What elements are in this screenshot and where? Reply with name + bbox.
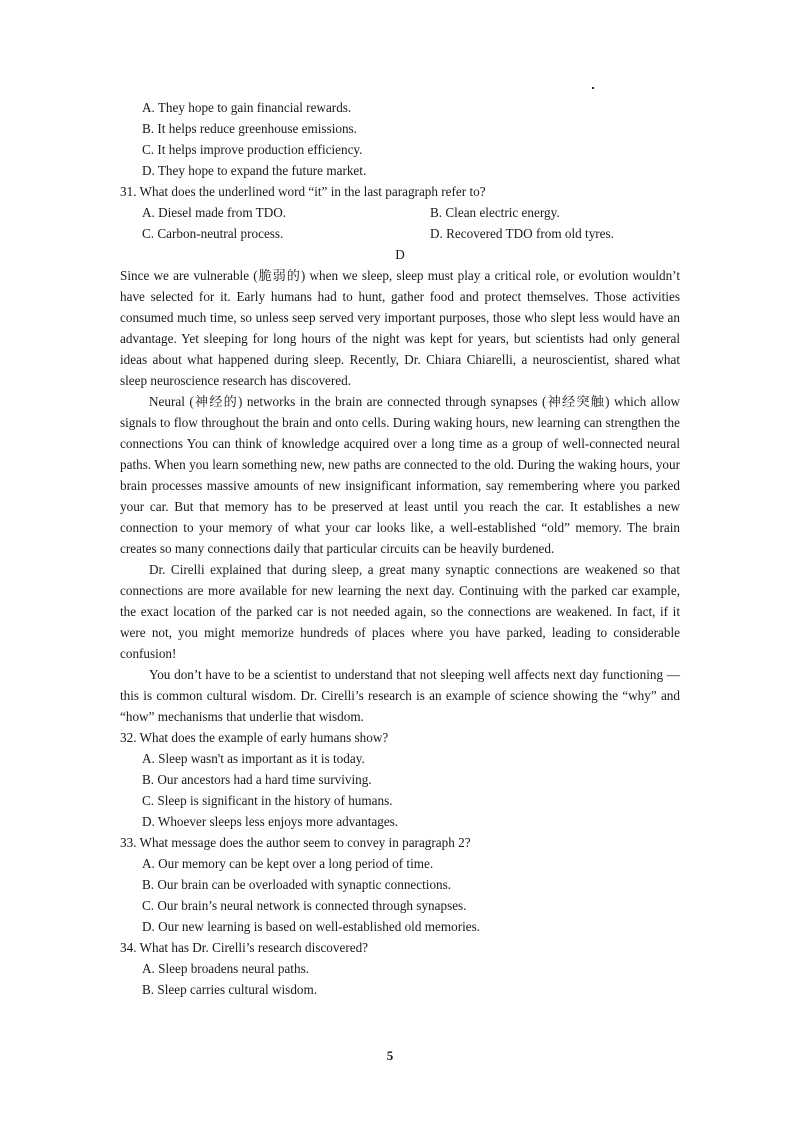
q31-options-row-1: [120, 202, 680, 223]
q32-option-b: B. Our ancestors had a hard time surviving.: [142, 772, 372, 787]
q32-option-a: A. Sleep wasn't as important as it is today.: [142, 751, 365, 766]
q31-option-a: A. Diesel made from TDO.: [142, 205, 287, 220]
q30-option-c: C. It helps improve production efficiency.: [142, 142, 363, 157]
page-number: 5: [386, 1048, 394, 1063]
exam-page: [120, 97, 680, 1000]
q30-option-b: B. It helps reduce greenhouse emissions.: [142, 121, 357, 136]
q31-stem: 31. What does the underlined word “it” in the last paragraph refer to?: [120, 184, 486, 199]
passage-paragraph-2: Neural (神经的) networks in the brain are connected through synapses (神经突触) which allow signals to flow throughout the brain and onto cells. During waking hours, new learning can strengthen the connections You can think of knowledge acquired over a long time as a group of well-connected neural paths. When you learn something new, new paths are connected to the old. During the waking hours, your brain processes massive amounts of new insignificant information, say remembering where you parked your car. But that memory has to be preserved at least until you reach the car. It establishes a new connection to your memory of what your car looks like, a well-established “old” memory. The brain creates so many connections daily that particular circuits can be heavily burdened.: [120, 394, 680, 556]
q31-option-b: B. Clean electric energy.: [430, 205, 560, 220]
q32-option-c: C. Sleep is significant in the history of humans.: [142, 793, 393, 808]
q32-stem: 32. What does the example of early humans show?: [120, 730, 389, 745]
q33-option-d: D. Our new learning is based on well-established old memories.: [142, 919, 481, 934]
q34-option-a: A. Sleep broadens neural paths.: [142, 961, 309, 976]
q31-option-c: C. Carbon-neutral process.: [142, 226, 284, 241]
q32-option-d: D. Whoever sleeps less enjoys more advantages.: [142, 814, 399, 829]
q31-options-row-2: [120, 223, 680, 244]
q33-option-c: C. Our brain’s neural network is connected through synapses.: [142, 898, 467, 913]
q33-stem: 33. What message does the author seem to convey in paragraph 2?: [120, 835, 471, 850]
section-label: D: [395, 247, 405, 262]
q30-option-d: D. They hope to expand the future market.: [142, 163, 367, 178]
q34-option-b: B. Sleep carries cultural wisdom.: [142, 982, 318, 997]
q34-stem: 34. What has Dr. Cirelli’s research discovered?: [120, 940, 369, 955]
q33-option-a: A. Our memory can be kept over a long period of time.: [142, 856, 434, 871]
q31-option-d: D. Recovered TDO from old tyres.: [430, 226, 614, 241]
passage-paragraph-4: You don’t have to be a scientist to understand that not sleeping well affects next day functioning —this is common cultural wisdom. Dr. Cirelli’s research is an example of science showing the “why” and “how” mechanisms that underlie that wisdom.: [120, 667, 680, 724]
stray-mark: [592, 87, 594, 89]
passage-paragraph-1: Since we are vulnerable (脆弱的) when we sleep, sleep must play a critical role, or evolution wouldn’t have selected for it. Early humans had to hunt, gather food and protect themselves. Those activities consumed much time, so unless seep served very important purposes, those who slept less would have an advantage. Yet sleeping for long hours of the night was kept for years, but scientists had only general ideas about what happened during sleep. Recently, Dr. Chiara Chiarelli, a neuroscientist, shared what sleep neuroscience research has discovered.: [120, 268, 680, 388]
q33-option-b: B. Our brain can be overloaded with synaptic connections.: [142, 877, 452, 892]
passage-paragraph-3: Dr. Cirelli explained that during sleep, a great many synaptic connections are weakened so that connections are more available for new learning the next day. Continuing with the parked car example, the exact location of the parked car is not needed again, so the connections are weakened. In fact, if it were not, you might memorize hundreds of places where you have parked, leading to considerable confusion!: [120, 562, 680, 661]
q30-option-a: A. They hope to gain financial rewards.: [142, 100, 352, 115]
